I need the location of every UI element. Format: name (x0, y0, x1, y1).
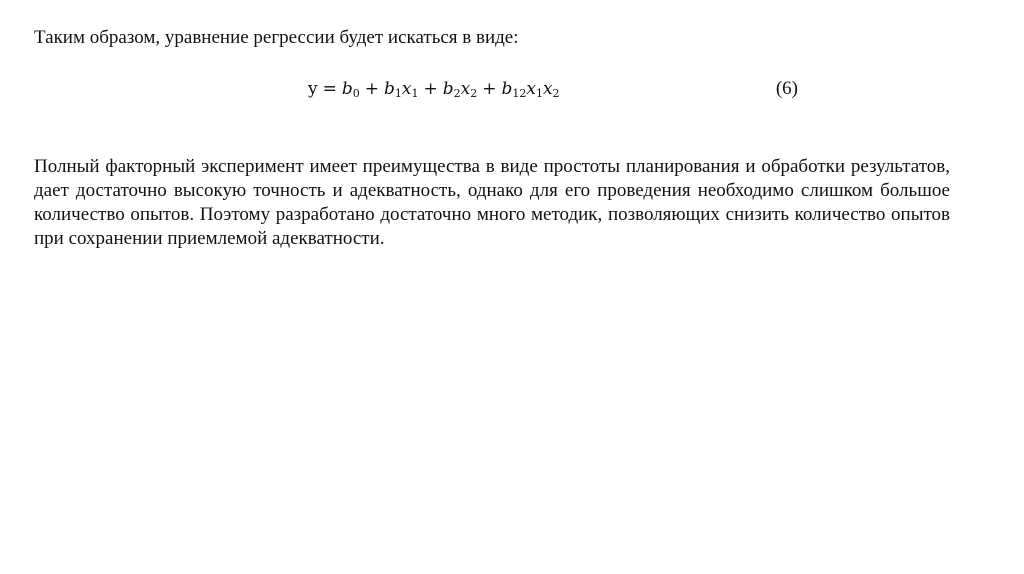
coef-b0: b (341, 79, 353, 99)
coef-b1-subscript: 1 (394, 87, 402, 100)
body-paragraph: Полный факторный эксперимент имеет преимущества в виде простоты планирования и обработки результатов, дает достаточно высокую точность и адекватность, однако для его проведения необходимо слишком большое количество опытов. Поэтому разработано достаточно много методик, позволяющих снизить количество опытов при сохранении приемлемой адекватности. (34, 156, 950, 249)
var-x1: x (526, 79, 536, 99)
var-x2-subscript: 2 (552, 87, 560, 100)
plus-sign: + (482, 79, 497, 99)
var-x2: x (460, 79, 471, 99)
coef-b2-subscript: 2 (453, 87, 461, 100)
coef-b2: b (442, 79, 454, 99)
regression-equation (308, 76, 560, 102)
var-x2: x (542, 79, 553, 99)
coef-b12-subscript: 12 (512, 87, 527, 100)
equation-number: (6) (775, 78, 798, 99)
equation-row (34, 76, 798, 104)
var-x1-subscript: 1 (535, 87, 543, 100)
plus-sign: + (364, 79, 379, 99)
coef-b1: b (384, 79, 395, 99)
var-x2-subscript: 2 (470, 87, 478, 100)
plus-sign: + (423, 79, 438, 99)
var-x1-subscript: 1 (411, 87, 419, 100)
equation-lhs: y (308, 79, 318, 99)
coef-b0-subscript: 0 (352, 87, 360, 100)
var-x1: x (401, 79, 412, 99)
intro-sentence: Таким образом, уравнение регрессии будет искаться в виде: (34, 27, 519, 48)
equals-sign: = (322, 79, 337, 99)
coef-b12: b (501, 79, 513, 99)
